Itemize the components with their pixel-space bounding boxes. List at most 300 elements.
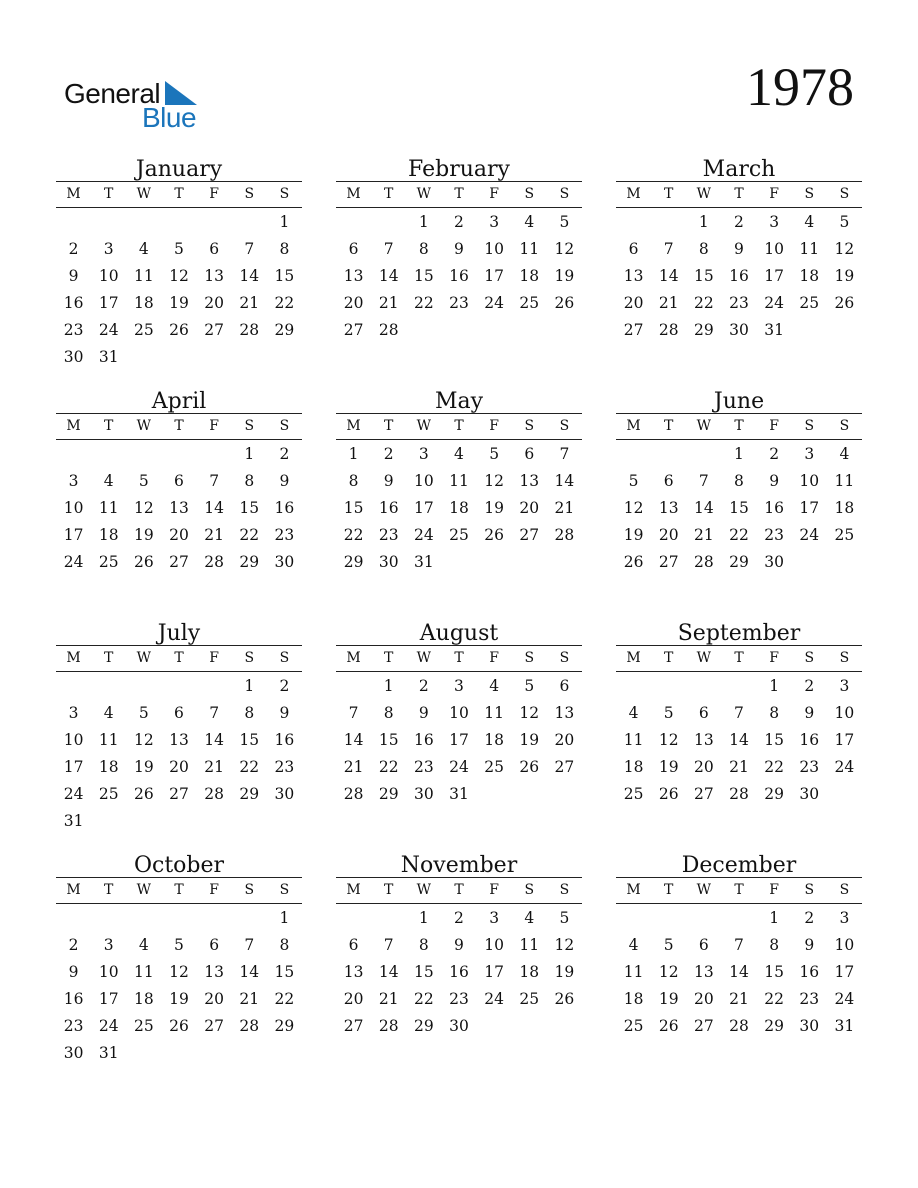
day-cell: 19 xyxy=(554,267,575,285)
month-october xyxy=(56,851,302,1083)
day-cell: 31 xyxy=(834,1017,855,1035)
weekday-header xyxy=(336,645,582,672)
weekday-label: M xyxy=(66,418,81,434)
day-cell: 22 xyxy=(764,990,784,1008)
day-cell: 23 xyxy=(799,990,820,1008)
day-cell: 19 xyxy=(133,526,154,544)
weekday-label: M xyxy=(346,882,361,898)
weekday-label: T xyxy=(104,186,114,202)
day-cell: 9 xyxy=(454,936,464,954)
day-cell: 10 xyxy=(834,704,855,722)
day-cell: 11 xyxy=(519,240,540,258)
weekday-header xyxy=(616,413,862,440)
weekday-label: M xyxy=(626,882,641,898)
empty-day-cell xyxy=(336,209,371,236)
day-cell: 1 xyxy=(734,445,744,463)
day-cell: 6 xyxy=(348,936,359,954)
day-cell: 21 xyxy=(343,758,364,776)
day-cell: 23 xyxy=(274,758,295,776)
day-cell: 22 xyxy=(239,526,260,544)
empty-day-cell xyxy=(126,209,161,236)
weekday-label: M xyxy=(66,650,81,666)
day-cell: 6 xyxy=(174,704,184,722)
day-cell: 11 xyxy=(623,731,644,749)
day-cell: 4 xyxy=(628,936,639,954)
day-cell: 27 xyxy=(519,526,540,544)
day-cell: 22 xyxy=(413,294,434,312)
day-cell: 3 xyxy=(454,677,464,695)
day-grid xyxy=(56,208,302,371)
weekday-label: M xyxy=(626,418,641,434)
weekday-header xyxy=(56,181,302,208)
day-cell: 21 xyxy=(729,990,749,1008)
day-cell: 2 xyxy=(454,909,464,927)
day-cell: 20 xyxy=(658,526,679,544)
weekday-label: S xyxy=(279,650,290,666)
day-cell: 15 xyxy=(764,731,784,749)
weekday-label: M xyxy=(66,882,81,898)
day-cell: 20 xyxy=(204,990,224,1008)
day-cell: 24 xyxy=(413,526,434,544)
weekday-label: W xyxy=(416,418,432,434)
weekday-label: T xyxy=(384,650,394,666)
day-cell: 2 xyxy=(418,677,429,695)
day-cell: 11 xyxy=(799,240,820,258)
day-cell: 28 xyxy=(204,553,224,571)
day-cell: 20 xyxy=(169,526,189,544)
day-cell: 30 xyxy=(63,348,84,366)
weekday-label: T xyxy=(454,882,464,898)
day-cell: 29 xyxy=(343,553,364,571)
day-cell: 25 xyxy=(519,294,540,312)
day-cell: 8 xyxy=(348,472,359,490)
day-cell: 29 xyxy=(729,553,749,571)
day-cell: 6 xyxy=(698,936,709,954)
empty-day-cell xyxy=(721,905,756,932)
empty-day-cell xyxy=(686,905,721,932)
day-cell: 3 xyxy=(839,677,850,695)
day-cell: 11 xyxy=(98,499,119,517)
day-cell: 29 xyxy=(274,1017,295,1035)
day-cell: 17 xyxy=(63,758,84,776)
weekday-label: S xyxy=(524,650,535,666)
day-cell: 17 xyxy=(834,731,855,749)
weekday-label: T xyxy=(174,882,184,898)
day-cell: 14 xyxy=(239,963,260,981)
weekday-label: S xyxy=(839,418,850,434)
day-cell: 3 xyxy=(68,704,79,722)
day-cell: 24 xyxy=(98,1017,119,1035)
weekday-label: S xyxy=(244,186,255,202)
day-cell: 30 xyxy=(378,553,399,571)
weekday-label: T xyxy=(454,186,464,202)
day-cell: 6 xyxy=(698,704,709,722)
weekday-label: F xyxy=(489,418,499,434)
day-grid xyxy=(336,208,582,344)
day-cell: 22 xyxy=(378,758,399,776)
day-cell: 8 xyxy=(698,240,709,258)
day-cell: 28 xyxy=(239,1017,260,1035)
day-cell: 17 xyxy=(484,267,504,285)
day-cell: 20 xyxy=(204,294,224,312)
empty-day-cell xyxy=(56,441,91,468)
day-cell: 17 xyxy=(98,294,119,312)
weekday-label: T xyxy=(664,882,674,898)
day-cell: 31 xyxy=(449,785,469,803)
day-cell: 6 xyxy=(628,240,639,258)
day-cell: 14 xyxy=(343,731,364,749)
day-cell: 1 xyxy=(244,445,255,463)
month-name: June xyxy=(713,389,765,414)
day-cell: 28 xyxy=(378,1017,399,1035)
day-cell: 5 xyxy=(839,213,850,231)
day-cell: 14 xyxy=(554,472,575,490)
day-cell: 2 xyxy=(804,677,815,695)
day-cell: 25 xyxy=(98,553,119,571)
weekday-label: S xyxy=(839,186,850,202)
day-cell: 20 xyxy=(343,294,364,312)
day-cell: 1 xyxy=(698,213,709,231)
day-cell: 8 xyxy=(244,704,255,722)
day-cell: 16 xyxy=(449,963,469,981)
day-cell: 2 xyxy=(804,909,815,927)
weekday-label: W xyxy=(696,882,712,898)
day-cell: 10 xyxy=(413,472,434,490)
day-grid xyxy=(616,904,862,1040)
weekday-label: F xyxy=(209,186,219,202)
day-cell: 16 xyxy=(274,731,295,749)
day-cell: 24 xyxy=(484,294,504,312)
empty-day-cell xyxy=(197,209,232,236)
day-cell: 28 xyxy=(378,321,399,339)
day-cell: 12 xyxy=(133,731,154,749)
day-cell: 18 xyxy=(623,758,644,776)
day-cell: 28 xyxy=(204,785,224,803)
weekday-label: T xyxy=(174,418,184,434)
day-cell: 12 xyxy=(554,240,575,258)
day-cell: 30 xyxy=(799,1017,820,1035)
day-cell: 12 xyxy=(484,472,504,490)
brand-logo xyxy=(64,78,214,134)
day-cell: 16 xyxy=(764,499,784,517)
day-cell: 4 xyxy=(103,472,114,490)
weekday-header xyxy=(56,645,302,672)
day-cell: 8 xyxy=(769,936,780,954)
day-cell: 28 xyxy=(554,526,575,544)
empty-day-cell xyxy=(371,209,406,236)
day-cell: 26 xyxy=(623,553,644,571)
weekday-label: S xyxy=(559,186,570,202)
day-cell: 5 xyxy=(489,445,500,463)
weekday-label: T xyxy=(454,418,464,434)
day-cell: 14 xyxy=(204,499,224,517)
day-cell: 25 xyxy=(519,990,540,1008)
day-cell: 4 xyxy=(628,704,639,722)
empty-day-cell xyxy=(91,673,126,700)
month-name: January xyxy=(135,157,223,182)
day-cell: 23 xyxy=(63,321,84,339)
month-name: December xyxy=(681,853,797,878)
weekday-label: S xyxy=(524,882,535,898)
weekday-label: T xyxy=(734,882,744,898)
weekday-header xyxy=(616,181,862,208)
day-cell: 27 xyxy=(204,321,224,339)
day-cell: 1 xyxy=(279,909,290,927)
day-cell: 8 xyxy=(418,936,429,954)
day-cell: 18 xyxy=(623,990,644,1008)
day-cell: 24 xyxy=(484,990,504,1008)
day-cell: 12 xyxy=(658,731,679,749)
day-cell: 12 xyxy=(834,240,855,258)
empty-day-cell xyxy=(721,673,756,700)
weekday-label: T xyxy=(174,186,184,202)
day-cell: 26 xyxy=(519,758,540,776)
day-cell: 7 xyxy=(663,240,674,258)
weekday-label: T xyxy=(664,186,674,202)
weekday-label: T xyxy=(734,186,744,202)
empty-day-cell xyxy=(56,905,91,932)
day-cell: 13 xyxy=(343,267,364,285)
day-cell: 31 xyxy=(413,553,434,571)
day-cell: 11 xyxy=(98,731,119,749)
day-cell: 24 xyxy=(449,758,469,776)
weekday-label: W xyxy=(696,418,712,434)
day-cell: 10 xyxy=(63,499,84,517)
weekday-label: T xyxy=(384,418,394,434)
weekday-label: T xyxy=(734,650,744,666)
month-september xyxy=(616,619,862,851)
day-cell: 27 xyxy=(169,553,189,571)
day-cell: 22 xyxy=(274,294,295,312)
day-cell: 25 xyxy=(834,526,855,544)
day-cell: 25 xyxy=(133,321,154,339)
day-cell: 9 xyxy=(279,704,290,722)
empty-day-cell xyxy=(232,905,267,932)
day-cell: 21 xyxy=(378,990,399,1008)
day-grid xyxy=(336,672,582,808)
day-cell: 4 xyxy=(524,909,535,927)
day-cell: 27 xyxy=(343,1017,364,1035)
weekday-label: F xyxy=(769,186,779,202)
empty-day-cell xyxy=(161,209,196,236)
day-cell: 7 xyxy=(244,936,255,954)
weekday-label: S xyxy=(524,186,535,202)
day-cell: 12 xyxy=(658,963,679,981)
weekday-header xyxy=(56,413,302,440)
empty-day-cell xyxy=(232,209,267,236)
day-cell: 31 xyxy=(98,1044,119,1062)
day-cell: 23 xyxy=(413,758,434,776)
weekday-label: T xyxy=(104,882,114,898)
day-cell: 24 xyxy=(63,553,84,571)
brand-word-blue: Blue xyxy=(142,102,197,133)
day-cell: 20 xyxy=(519,499,540,517)
empty-day-cell xyxy=(651,673,686,700)
month-march xyxy=(616,155,862,387)
day-grid xyxy=(56,904,302,1067)
day-cell: 1 xyxy=(348,445,359,463)
day-cell: 22 xyxy=(343,526,364,544)
day-cell: 11 xyxy=(133,963,154,981)
day-cell: 21 xyxy=(693,526,714,544)
day-cell: 10 xyxy=(834,936,855,954)
day-cell: 21 xyxy=(658,294,679,312)
day-cell: 23 xyxy=(378,526,399,544)
day-cell: 7 xyxy=(734,936,744,954)
day-cell: 24 xyxy=(834,990,855,1008)
month-name: February xyxy=(408,157,510,182)
day-cell: 20 xyxy=(623,294,644,312)
day-cell: 10 xyxy=(484,936,504,954)
day-cell: 4 xyxy=(804,213,815,231)
weekday-label: W xyxy=(416,186,432,202)
day-cell: 9 xyxy=(68,963,79,981)
weekday-label: S xyxy=(244,418,255,434)
day-cell: 3 xyxy=(103,936,114,954)
day-cell: 7 xyxy=(734,704,744,722)
weekday-label: T xyxy=(174,650,184,666)
day-cell: 21 xyxy=(378,294,399,312)
day-cell: 15 xyxy=(413,267,434,285)
day-cell: 15 xyxy=(693,267,714,285)
day-cell: 29 xyxy=(413,1017,434,1035)
day-cell: 8 xyxy=(383,704,394,722)
empty-day-cell xyxy=(126,441,161,468)
day-cell: 30 xyxy=(729,321,749,339)
day-cell: 1 xyxy=(244,677,255,695)
day-cell: 26 xyxy=(658,785,679,803)
day-cell: 22 xyxy=(693,294,714,312)
weekday-label: F xyxy=(769,418,779,434)
empty-day-cell xyxy=(336,905,371,932)
day-cell: 11 xyxy=(133,267,154,285)
day-cell: 17 xyxy=(484,963,504,981)
day-cell: 20 xyxy=(343,990,364,1008)
empty-day-cell xyxy=(616,209,651,236)
weekday-label: T xyxy=(454,650,464,666)
empty-day-cell xyxy=(56,673,91,700)
day-cell: 24 xyxy=(764,294,784,312)
day-cell: 29 xyxy=(764,785,784,803)
empty-day-cell xyxy=(197,673,232,700)
weekday-label: S xyxy=(804,650,815,666)
day-cell: 17 xyxy=(799,499,820,517)
day-cell: 8 xyxy=(279,936,290,954)
day-cell: 26 xyxy=(658,1017,679,1035)
day-cell: 1 xyxy=(418,909,429,927)
empty-day-cell xyxy=(161,673,196,700)
month-name: April xyxy=(151,389,207,414)
weekday-label: M xyxy=(346,418,361,434)
day-cell: 1 xyxy=(383,677,394,695)
day-cell: 7 xyxy=(383,240,394,258)
weekday-label: F xyxy=(209,882,219,898)
weekday-label: S xyxy=(839,650,850,666)
day-cell: 14 xyxy=(204,731,224,749)
day-cell: 6 xyxy=(348,240,359,258)
day-cell: 24 xyxy=(63,785,84,803)
weekday-header xyxy=(616,645,862,672)
day-cell: 22 xyxy=(413,990,434,1008)
day-cell: 23 xyxy=(63,1017,84,1035)
day-cell: 11 xyxy=(623,963,644,981)
day-cell: 9 xyxy=(418,704,429,722)
day-cell: 4 xyxy=(489,677,500,695)
day-cell: 18 xyxy=(98,758,119,776)
day-cell: 2 xyxy=(769,445,780,463)
month-april xyxy=(56,387,302,619)
day-cell: 22 xyxy=(274,990,295,1008)
day-cell: 27 xyxy=(693,785,714,803)
day-cell: 23 xyxy=(274,526,295,544)
day-cell: 25 xyxy=(799,294,820,312)
day-cell: 10 xyxy=(799,472,820,490)
day-cell: 15 xyxy=(274,963,295,981)
day-cell: 9 xyxy=(769,472,780,490)
day-cell: 13 xyxy=(658,499,679,517)
day-cell: 28 xyxy=(239,321,260,339)
weekday-header xyxy=(56,877,302,904)
weekday-label: W xyxy=(136,418,152,434)
month-name: October xyxy=(133,853,225,878)
day-cell: 28 xyxy=(343,785,364,803)
day-cell: 25 xyxy=(623,1017,644,1035)
weekday-label: M xyxy=(626,186,641,202)
day-cell: 3 xyxy=(804,445,815,463)
day-cell: 16 xyxy=(63,294,84,312)
day-cell: 12 xyxy=(169,963,189,981)
day-cell: 14 xyxy=(693,499,714,517)
empty-day-cell xyxy=(686,673,721,700)
day-cell: 17 xyxy=(449,731,469,749)
day-cell: 19 xyxy=(623,526,644,544)
day-cell: 7 xyxy=(383,936,394,954)
day-cell: 8 xyxy=(244,472,255,490)
empty-day-cell xyxy=(616,441,651,468)
weekday-label: F xyxy=(209,418,219,434)
day-cell: 10 xyxy=(449,704,469,722)
weekday-label: W xyxy=(136,882,152,898)
weekday-header xyxy=(616,877,862,904)
day-cell: 11 xyxy=(484,704,504,722)
weekday-label: S xyxy=(279,186,290,202)
day-cell: 5 xyxy=(663,936,674,954)
day-cell: 21 xyxy=(204,758,224,776)
weekday-label: M xyxy=(626,650,641,666)
day-cell: 7 xyxy=(244,240,255,258)
day-cell: 13 xyxy=(623,267,644,285)
year-title: 1978 xyxy=(746,57,854,117)
day-cell: 29 xyxy=(693,321,714,339)
day-cell: 21 xyxy=(554,499,575,517)
day-cell: 9 xyxy=(734,240,744,258)
day-cell: 13 xyxy=(169,499,189,517)
day-cell: 31 xyxy=(764,321,784,339)
empty-day-cell xyxy=(686,441,721,468)
day-cell: 19 xyxy=(133,758,154,776)
day-cell: 10 xyxy=(63,731,84,749)
day-cell: 19 xyxy=(658,990,679,1008)
weekday-header xyxy=(336,181,582,208)
day-cell: 15 xyxy=(239,499,260,517)
day-cell: 30 xyxy=(449,1017,469,1035)
day-cell: 2 xyxy=(68,240,79,258)
weekday-label: W xyxy=(136,186,152,202)
day-cell: 1 xyxy=(769,677,780,695)
day-cell: 6 xyxy=(174,472,184,490)
day-cell: 29 xyxy=(239,785,260,803)
day-cell: 16 xyxy=(63,990,84,1008)
